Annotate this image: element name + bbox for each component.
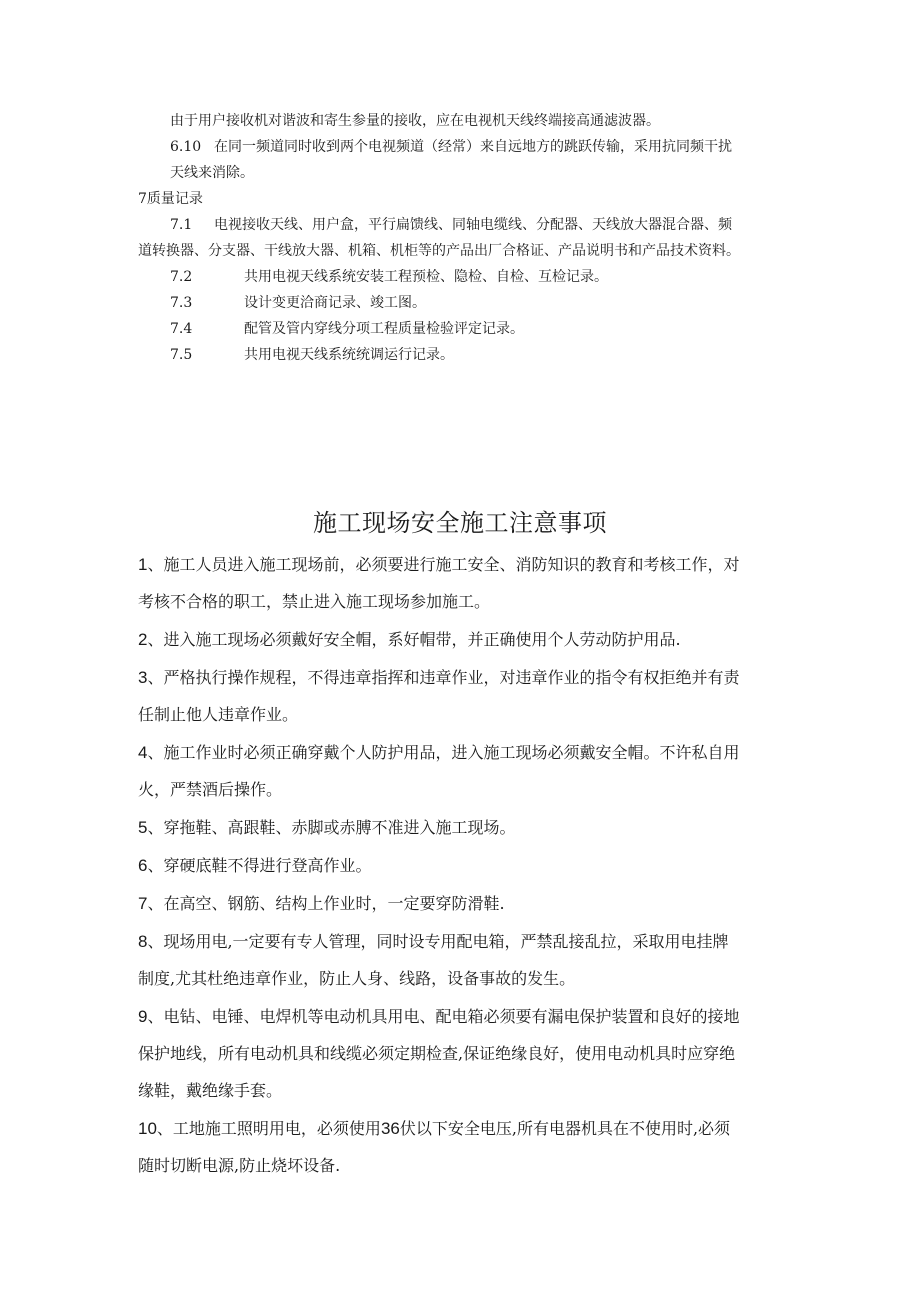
note-text: 、现场用电,一定要有专人管理，同时设专用配电箱，严禁乱接乱拉，采取用电挂牌 <box>147 932 729 951</box>
list-item <box>138 998 790 1109</box>
note-number: 10 <box>138 1119 157 1138</box>
note-text: 、在高空、钢筋、结构上作业时，一定要穿防滑鞋. <box>147 894 505 913</box>
item-6-10 <box>138 134 790 160</box>
list-item <box>138 809 790 846</box>
note-text: 随时切断电源,防止烧坏设备. <box>138 1156 341 1175</box>
item-text: 设计变更洽商记录、竣工图。 <box>244 295 426 311</box>
note-number: 2 <box>138 630 148 649</box>
note-number: 6 <box>138 856 148 875</box>
note-text: 火，严禁酒后操作。 <box>138 780 283 799</box>
list-item <box>138 659 790 733</box>
item-7-5 <box>138 342 790 368</box>
item-text: 共用电视天线系统统调运行记录。 <box>244 347 454 363</box>
item-text: 电视接收天线、用户盒，平行扁馈线、同轴电缆线、分配器、天线放大器混合器、频 <box>214 217 732 233</box>
section-6-7 <box>138 108 790 368</box>
item-text: 在同一频道同时收到两个电视频道（经常）来自远地方的跳跃传输，采用抗同频干扰 <box>214 139 732 155</box>
item-7-1 <box>138 212 790 238</box>
voltage-value: 36 <box>380 1119 400 1138</box>
item-text: 共用电视天线系统安装工程预检、隐检、自检、互检记录。 <box>244 269 608 285</box>
note-text: 、穿拖鞋、高跟鞋、赤脚或赤膊不准进入施工现场。 <box>147 818 516 837</box>
section-7-heading: 7质量记录 <box>138 191 203 207</box>
note-number: 8 <box>138 932 148 951</box>
list-item <box>138 1110 790 1184</box>
note-number: 1 <box>138 555 148 574</box>
note-text: 、电钻、电锤、电焊机等电动机具用电、配电箱必须要有漏电保护装置和良好的接地 <box>147 1007 740 1026</box>
note-number: 9 <box>138 1007 148 1026</box>
list-item <box>138 885 790 922</box>
item-number: 7.5 <box>170 347 193 363</box>
note-text: 任制止他人违章作业。 <box>138 705 299 724</box>
note-text: 伏以下安全电压,所有电器机具在不使用时,必须 <box>399 1119 731 1138</box>
note-text: 、穿硬底鞋不得进行登高作业。 <box>147 856 372 875</box>
paragraph-filter: 由于用户接收机对谐波和寄生参量的接收，应在电视机天线终端接高通滤波器。 <box>170 113 660 129</box>
note-number: 3 <box>138 668 148 687</box>
note-text: 缘鞋，戴绝缘手套。 <box>138 1081 283 1100</box>
list-item <box>138 734 790 808</box>
note-number: 4 <box>138 743 148 762</box>
note-text: 、进入施工现场必须戴好安全帽，系好帽带，并正确使用个人劳动防护用品. <box>147 630 681 649</box>
item-text: 配管及管内穿线分项工程质量检验评定记录。 <box>244 321 524 337</box>
page-title: 施工现场安全施工注意事项 <box>313 509 607 537</box>
note-text: 、工地施工照明用电，必须使用 <box>156 1119 381 1138</box>
item-number: 7.2 <box>170 269 193 285</box>
item-7-2 <box>138 264 790 290</box>
item-number: 7.4 <box>170 321 193 337</box>
note-text: 、施工人员进入施工现场前，必须要进行施工安全、消防知识的教育和考核工作，对 <box>147 555 740 574</box>
list-item <box>138 546 790 620</box>
item-number: 6.10 <box>170 139 202 155</box>
note-number: 5 <box>138 818 148 837</box>
note-text: 制度,尤其杜绝违章作业，防止人身、线路，设备事故的发生。 <box>138 969 576 988</box>
item-number: 7.3 <box>170 295 193 311</box>
item-7-1-continued: 道转换器、分支器、干线放大器、机箱、机柜等的产品出厂合格证、产品说明书和产品技术资料。 <box>138 243 740 259</box>
note-number: 7 <box>138 894 148 913</box>
note-text: 、施工作业时必须正确穿戴个人防护用品，进入施工现场必须戴安全帽。不许私自用 <box>147 743 740 762</box>
item-6-10-continued: 天线来消除。 <box>170 165 254 181</box>
note-text: 考核不合格的职工，禁止进入施工现场参加施工。 <box>138 592 491 611</box>
note-text: 保护地线，所有电动机具和线缆必须定期检查,保证绝缘良好，使用电动机具时应穿绝 <box>138 1044 736 1063</box>
item-7-4 <box>138 316 790 342</box>
list-item <box>138 847 790 884</box>
item-7-3 <box>138 290 790 316</box>
list-item <box>138 621 790 658</box>
list-item <box>138 923 790 997</box>
note-text: 、严格执行操作规程，不得违章指挥和违章作业，对违章作业的指令有权拒绝并有责 <box>147 668 740 687</box>
safety-notes-list <box>138 546 790 1185</box>
item-number: 7.1 <box>170 217 193 233</box>
